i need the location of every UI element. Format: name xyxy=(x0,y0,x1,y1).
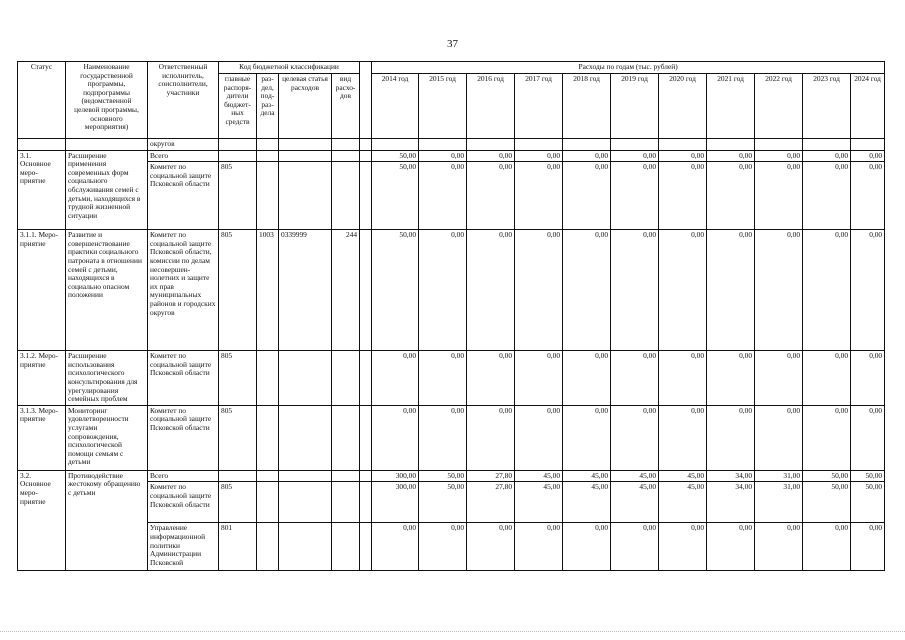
cell-value: 50,00 xyxy=(372,162,419,230)
cell-value: 45,00 xyxy=(563,482,611,523)
cell-value: 27,80 xyxy=(467,482,515,523)
cell-value: 0,00 xyxy=(755,162,803,230)
cell-name: Мониторинг удовлетворенности услугами сопровождения, психологической помощи семьям с детьми xyxy=(66,405,148,470)
cell-value: 0,00 xyxy=(803,523,851,571)
cell-value: 0,00 xyxy=(851,523,885,571)
cell-csr xyxy=(279,405,332,470)
cell-vr: 244 xyxy=(332,230,360,351)
cell-value: 0,00 xyxy=(851,150,885,162)
cell-value: 0,00 xyxy=(372,405,419,470)
cell-value: 0,00 xyxy=(707,523,755,571)
cell-spacer xyxy=(360,351,372,406)
cell-value: 0,00 xyxy=(851,230,885,351)
cell-value: 0,00 xyxy=(467,405,515,470)
header-year: 2018 год xyxy=(563,74,611,139)
cell-value: 45,00 xyxy=(515,470,563,482)
cell-value: 0,00 xyxy=(707,351,755,406)
cell-spacer xyxy=(360,150,372,162)
cell-rzpr xyxy=(257,351,279,406)
budget-table xyxy=(17,61,885,571)
header-name: Наименование государственной программы, подпрограммы (ведомственной целевой программы, основного мероприятия) xyxy=(66,62,148,139)
cell-value: 0,00 xyxy=(611,523,659,571)
cell-value: 0,00 xyxy=(803,162,851,230)
cell-value: 27,80 xyxy=(467,470,515,482)
cell-grbs: 805 xyxy=(219,162,257,230)
cell-value: 0,00 xyxy=(803,150,851,162)
cell-value: 0,00 xyxy=(707,230,755,351)
cell-status: 3.1.2. Меро-приятие xyxy=(18,351,66,406)
cell-csr xyxy=(279,150,332,162)
cell-value: 0,00 xyxy=(563,230,611,351)
table-row xyxy=(18,405,885,470)
cell-value: 0,00 xyxy=(419,351,467,406)
cell-value: 45,00 xyxy=(563,470,611,482)
cell-status: 3.2. Основное меро-приятие xyxy=(18,470,66,571)
cell-name: Развитие и совершенствование практики социального патроната в отношении семей с детьми, находящихся в социально опасном положении xyxy=(66,230,148,351)
cell-value: 0,00 xyxy=(851,405,885,470)
header-csr: целевая статья расходов xyxy=(279,74,332,139)
header-responsible: Ответственный исполнитель, соисполнители, участники xyxy=(148,62,219,139)
header-year: 2019 год xyxy=(611,74,659,139)
cell-value: 0,00 xyxy=(563,523,611,571)
table-row xyxy=(18,470,885,482)
cell-rzpr xyxy=(257,162,279,230)
cell-vr xyxy=(332,405,360,470)
cell-rzpr xyxy=(257,150,279,162)
cell-value: 0,00 xyxy=(419,230,467,351)
cell-status: 3.1. Основное меро-приятие xyxy=(18,150,66,230)
cell-value: 34,00 xyxy=(707,470,755,482)
cell-value: 0,00 xyxy=(515,162,563,230)
cell-value: 0,00 xyxy=(467,351,515,406)
cell-value: 0,00 xyxy=(707,405,755,470)
cell-status: 3.1.1. Меро-приятие xyxy=(18,230,66,351)
cell-value: 50,00 xyxy=(419,470,467,482)
cell-rzpr xyxy=(257,470,279,482)
cell-value: 50,00 xyxy=(803,482,851,523)
cell-value: 0,00 xyxy=(515,351,563,406)
cell-grbs xyxy=(219,150,257,162)
header-budget-code: Код бюджетной классификации xyxy=(219,62,360,74)
cell-value: 0,00 xyxy=(611,162,659,230)
cell-grbs: 801 xyxy=(219,523,257,571)
table-row xyxy=(18,482,885,523)
cell-spacer xyxy=(360,482,372,523)
cell-name: Расширение использования психологического консультирования для урегулирования семейных проблем xyxy=(66,351,148,406)
cell-csr xyxy=(279,162,332,230)
page-number: 37 xyxy=(447,38,458,50)
cell-value: 0,00 xyxy=(467,162,515,230)
cell-rzpr xyxy=(257,482,279,523)
header-year: 2016 год xyxy=(467,74,515,139)
cell-value: 0,00 xyxy=(851,351,885,406)
cell-value: 0,00 xyxy=(611,351,659,406)
cell-value: 50,00 xyxy=(419,482,467,523)
cell-value: 0,00 xyxy=(707,162,755,230)
cell-value: 0,00 xyxy=(611,405,659,470)
cell-value: 45,00 xyxy=(659,470,707,482)
header-year: 2020 год xyxy=(659,74,707,139)
cell-value: 0,00 xyxy=(563,150,611,162)
cell-responsible: Комитет по социальной защите Псковской области xyxy=(148,405,219,470)
cell-grbs: 805 xyxy=(219,230,257,351)
cell-value: 0,00 xyxy=(659,230,707,351)
cell-value: 0,00 xyxy=(755,230,803,351)
cell-value: 0,00 xyxy=(803,351,851,406)
cell-spacer xyxy=(360,523,372,571)
cell-value: 50,00 xyxy=(851,482,885,523)
cell-value: 0,00 xyxy=(515,230,563,351)
cell-name: Противодействие жестокому обращению с детьми xyxy=(66,470,148,571)
cell-responsible: Комитет по социальной защите Псковской области xyxy=(148,482,219,523)
cell-status xyxy=(18,139,66,151)
cell-value: 0,00 xyxy=(372,351,419,406)
cell-rzpr xyxy=(257,523,279,571)
cell-value: 0,00 xyxy=(515,405,563,470)
cell-value: 300,00 xyxy=(372,482,419,523)
cell-vr xyxy=(332,482,360,523)
header-vr: вид расхо-дов xyxy=(332,74,360,139)
cell-spacer xyxy=(360,162,372,230)
cell-status: 3.1.3. Меро-приятие xyxy=(18,405,66,470)
header-spacer xyxy=(360,62,372,139)
cell-spacer xyxy=(360,470,372,482)
cell-responsible: Комитет по социальной защите Псковской области xyxy=(148,162,219,230)
cell-grbs xyxy=(219,470,257,482)
cell-value: 0,00 xyxy=(419,162,467,230)
cell-value: 0,00 xyxy=(467,523,515,571)
cell-value: 45,00 xyxy=(611,482,659,523)
cell-value: 0,00 xyxy=(755,150,803,162)
cell-spacer xyxy=(360,230,372,351)
header-year: 2014 год xyxy=(372,74,419,139)
cell-name xyxy=(66,139,148,151)
cell-value: 0,00 xyxy=(851,162,885,230)
cell-value: 0,00 xyxy=(803,405,851,470)
cell-value: 0,00 xyxy=(563,162,611,230)
table-row xyxy=(18,230,885,351)
cell-responsible: Управление информационной политики Администрации Псковской xyxy=(148,523,219,571)
header-year: 2015 год xyxy=(419,74,467,139)
cell-grbs: 805 xyxy=(219,351,257,406)
header-year: 2024 год xyxy=(851,74,885,139)
cell-value: 0,00 xyxy=(515,150,563,162)
header-year: 2022 год xyxy=(755,74,803,139)
table-row xyxy=(18,139,885,151)
header-status: Статус xyxy=(18,62,66,139)
cell-vr xyxy=(332,150,360,162)
cell-value: 0,00 xyxy=(467,150,515,162)
cell-responsible: округов xyxy=(148,139,219,151)
cell-spacer xyxy=(360,405,372,470)
cell-value: 0,00 xyxy=(659,162,707,230)
cell-grbs: 805 xyxy=(219,405,257,470)
cell-value: 0,00 xyxy=(611,150,659,162)
cell-csr xyxy=(279,470,332,482)
header-year: 2023 год xyxy=(803,74,851,139)
header-grbs: главные распоря-дители бюджет-ных средств xyxy=(219,74,257,139)
cell-vr xyxy=(332,162,360,230)
cell-vr xyxy=(332,523,360,571)
cell-value: 50,00 xyxy=(372,150,419,162)
cell-responsible: Комитет по социальной защите Псковской области xyxy=(148,351,219,406)
cell-vr xyxy=(332,351,360,406)
cell-csr: 0339999 xyxy=(279,230,332,351)
cell-rzpr: 1003 xyxy=(257,230,279,351)
cell-value: 0,00 xyxy=(803,230,851,351)
table-row xyxy=(18,162,885,230)
cell-vr xyxy=(332,470,360,482)
table-row xyxy=(18,150,885,162)
cell-value: 31,00 xyxy=(755,470,803,482)
header-expenses: Расходы по годам (тыс. рублей) xyxy=(372,62,885,74)
cell-value: 0,00 xyxy=(755,351,803,406)
cell-value: 45,00 xyxy=(515,482,563,523)
budget-table-container xyxy=(17,61,882,579)
cell-value: 0,00 xyxy=(659,523,707,571)
cell-value: 300,00 xyxy=(372,470,419,482)
cell-value: 45,00 xyxy=(611,470,659,482)
cell-value: 0,00 xyxy=(563,405,611,470)
cell-value: 0,00 xyxy=(659,150,707,162)
cell-grbs: 805 xyxy=(219,482,257,523)
table-row xyxy=(18,523,885,571)
cell-value: 0,00 xyxy=(659,351,707,406)
cell-value: 50,00 xyxy=(851,470,885,482)
cell-rzpr xyxy=(257,405,279,470)
cell-value: 0,00 xyxy=(755,523,803,571)
cell-value: 0,00 xyxy=(419,405,467,470)
cell-value: 31,00 xyxy=(755,482,803,523)
table-row xyxy=(18,351,885,406)
cell-value: 0,00 xyxy=(372,523,419,571)
cell-value: 0,00 xyxy=(515,523,563,571)
cell-name: Расширение применения современных форм социального обслуживания семей с детьми, находящихся в трудной жизненной ситуации xyxy=(66,150,148,230)
cell-csr xyxy=(279,523,332,571)
cell-responsible: Комитет по социальной защите Псковской области, комиссии по делам несовершен-нолетних и защите их прав муниципальных районов и городских округов xyxy=(148,230,219,351)
cell-value: 0,00 xyxy=(755,405,803,470)
cell-value: 0,00 xyxy=(419,150,467,162)
cell-value: 0,00 xyxy=(563,351,611,406)
cell-csr xyxy=(279,351,332,406)
cell-value: 34,00 xyxy=(707,482,755,523)
header-year: 2017 год xyxy=(515,74,563,139)
scan-artifact-line xyxy=(0,631,905,634)
cell-value: 50,00 xyxy=(372,230,419,351)
cell-value: 0,00 xyxy=(611,230,659,351)
header-rzpr: раз-дел, под-раз-дела xyxy=(257,74,279,139)
cell-responsible: Всего xyxy=(148,470,219,482)
cell-value: 0,00 xyxy=(707,150,755,162)
cell-responsible: Всего xyxy=(148,150,219,162)
cell-value: 50,00 xyxy=(803,470,851,482)
cell-csr xyxy=(279,482,332,523)
cell-value: 0,00 xyxy=(467,230,515,351)
header-year: 2021 год xyxy=(707,74,755,139)
cell-value: 0,00 xyxy=(419,523,467,571)
cell-value: 0,00 xyxy=(659,405,707,470)
cell-value: 45,00 xyxy=(659,482,707,523)
